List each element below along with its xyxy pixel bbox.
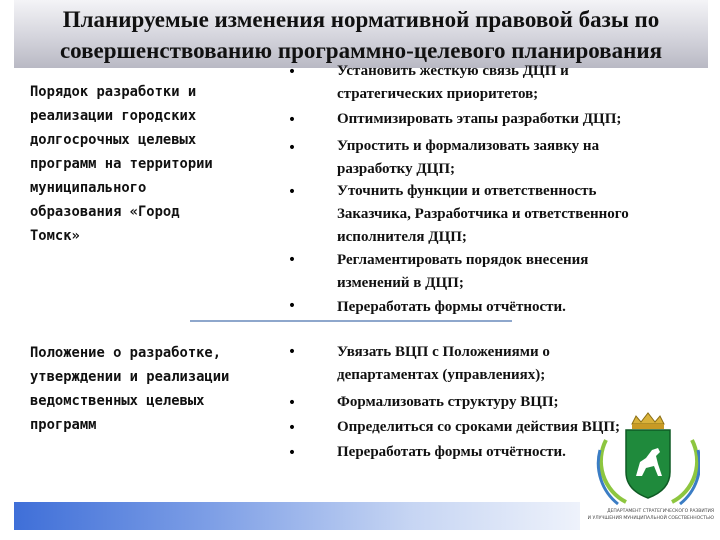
bullet-icon: •	[287, 395, 297, 411]
title-bar	[14, 0, 708, 68]
heading-line: образования «Город	[30, 204, 180, 220]
list-item	[337, 296, 712, 319]
footer-line-2: И УЛУЧШЕНИЯ МУНИЦИПАЛЬНОЙ СОБСТВЕННОСТЬЮ	[587, 516, 714, 521]
item-line: исполнителя ДЦП;	[337, 229, 467, 245]
item-line: стратегических приоритетов;	[337, 86, 539, 102]
item-line: Переработать формы отчётности.	[337, 299, 566, 315]
item-line: Уточнить функции и ответственность	[337, 183, 597, 199]
item-line: Установить жесткую связь ДЦП и	[337, 63, 569, 79]
item-line: Упростить и формализовать заявку на	[337, 138, 600, 154]
heading-line: реализации городских	[30, 108, 197, 124]
footer-line-1: ДЕПАРТАМЕНТ СТРАТЕГИЧЕСКОГО РАЗВИТИЯ	[607, 509, 714, 514]
list-item	[337, 108, 712, 131]
item-line: Заказчика, Разработчика и ответственного	[337, 206, 629, 222]
item-line: Регламентировать порядок внесения	[337, 252, 589, 268]
bullet-icon: •	[287, 112, 297, 128]
bullet-icon: •	[287, 64, 297, 80]
bottom-gradient-bar	[14, 502, 580, 530]
item-line: Формализовать структуру ВЦП;	[337, 394, 559, 410]
list-item	[337, 341, 712, 387]
item-line: Увязать ВЦП с Положениями о	[337, 344, 550, 360]
section-1-heading	[30, 80, 290, 248]
bullet-icon: •	[287, 344, 297, 360]
heading-line: утверждении и реализации	[30, 369, 230, 385]
title-line-2: совершенствованию программно-целевого планирования	[59, 38, 663, 63]
bullet-icon: •	[287, 420, 297, 436]
item-line: Определиться со сроками действия ВЦП;	[337, 419, 621, 435]
logo-arc-green	[601, 440, 626, 502]
list-item	[337, 60, 712, 106]
heading-line: программ	[30, 417, 97, 433]
heading-line: Порядок разработки и	[30, 84, 197, 100]
list-item	[337, 135, 712, 181]
item-line: департаментах (управлениях);	[337, 367, 546, 383]
item-line: разработку ДЦП;	[337, 161, 456, 177]
logo-graphic	[596, 410, 700, 508]
heading-line: Положение о разработке,	[30, 345, 222, 361]
list-item	[337, 249, 712, 295]
title-line-1: Планируемые изменения нормативной правовой базы по	[62, 7, 660, 32]
heading-line: долгосрочных целевых	[30, 132, 197, 148]
heading-line: ведомственных целевых	[30, 393, 205, 409]
item-line: изменений в ДЦП;	[337, 275, 464, 291]
bullet-icon: •	[287, 140, 297, 156]
item-line: Оптимизировать этапы разработки ДЦП;	[337, 111, 622, 127]
list-item	[337, 180, 712, 249]
bullet-icon: •	[287, 252, 297, 268]
heading-line: программ на территории	[30, 156, 213, 172]
crown-icon	[632, 413, 664, 424]
bullet-icon: •	[287, 445, 297, 461]
city-logo	[596, 410, 700, 508]
heading-line: Томск»	[30, 228, 80, 244]
bullet-icon: •	[287, 298, 297, 314]
crown-band	[632, 424, 664, 429]
logo-arc-green-right	[672, 440, 697, 502]
slide-title	[14, 0, 708, 66]
item-line: Переработать формы отчётности.	[337, 444, 566, 460]
heading-line: муниципального	[30, 180, 147, 196]
section-divider	[190, 320, 512, 322]
section-2-heading	[30, 341, 290, 437]
bullet-icon: •	[287, 184, 297, 200]
